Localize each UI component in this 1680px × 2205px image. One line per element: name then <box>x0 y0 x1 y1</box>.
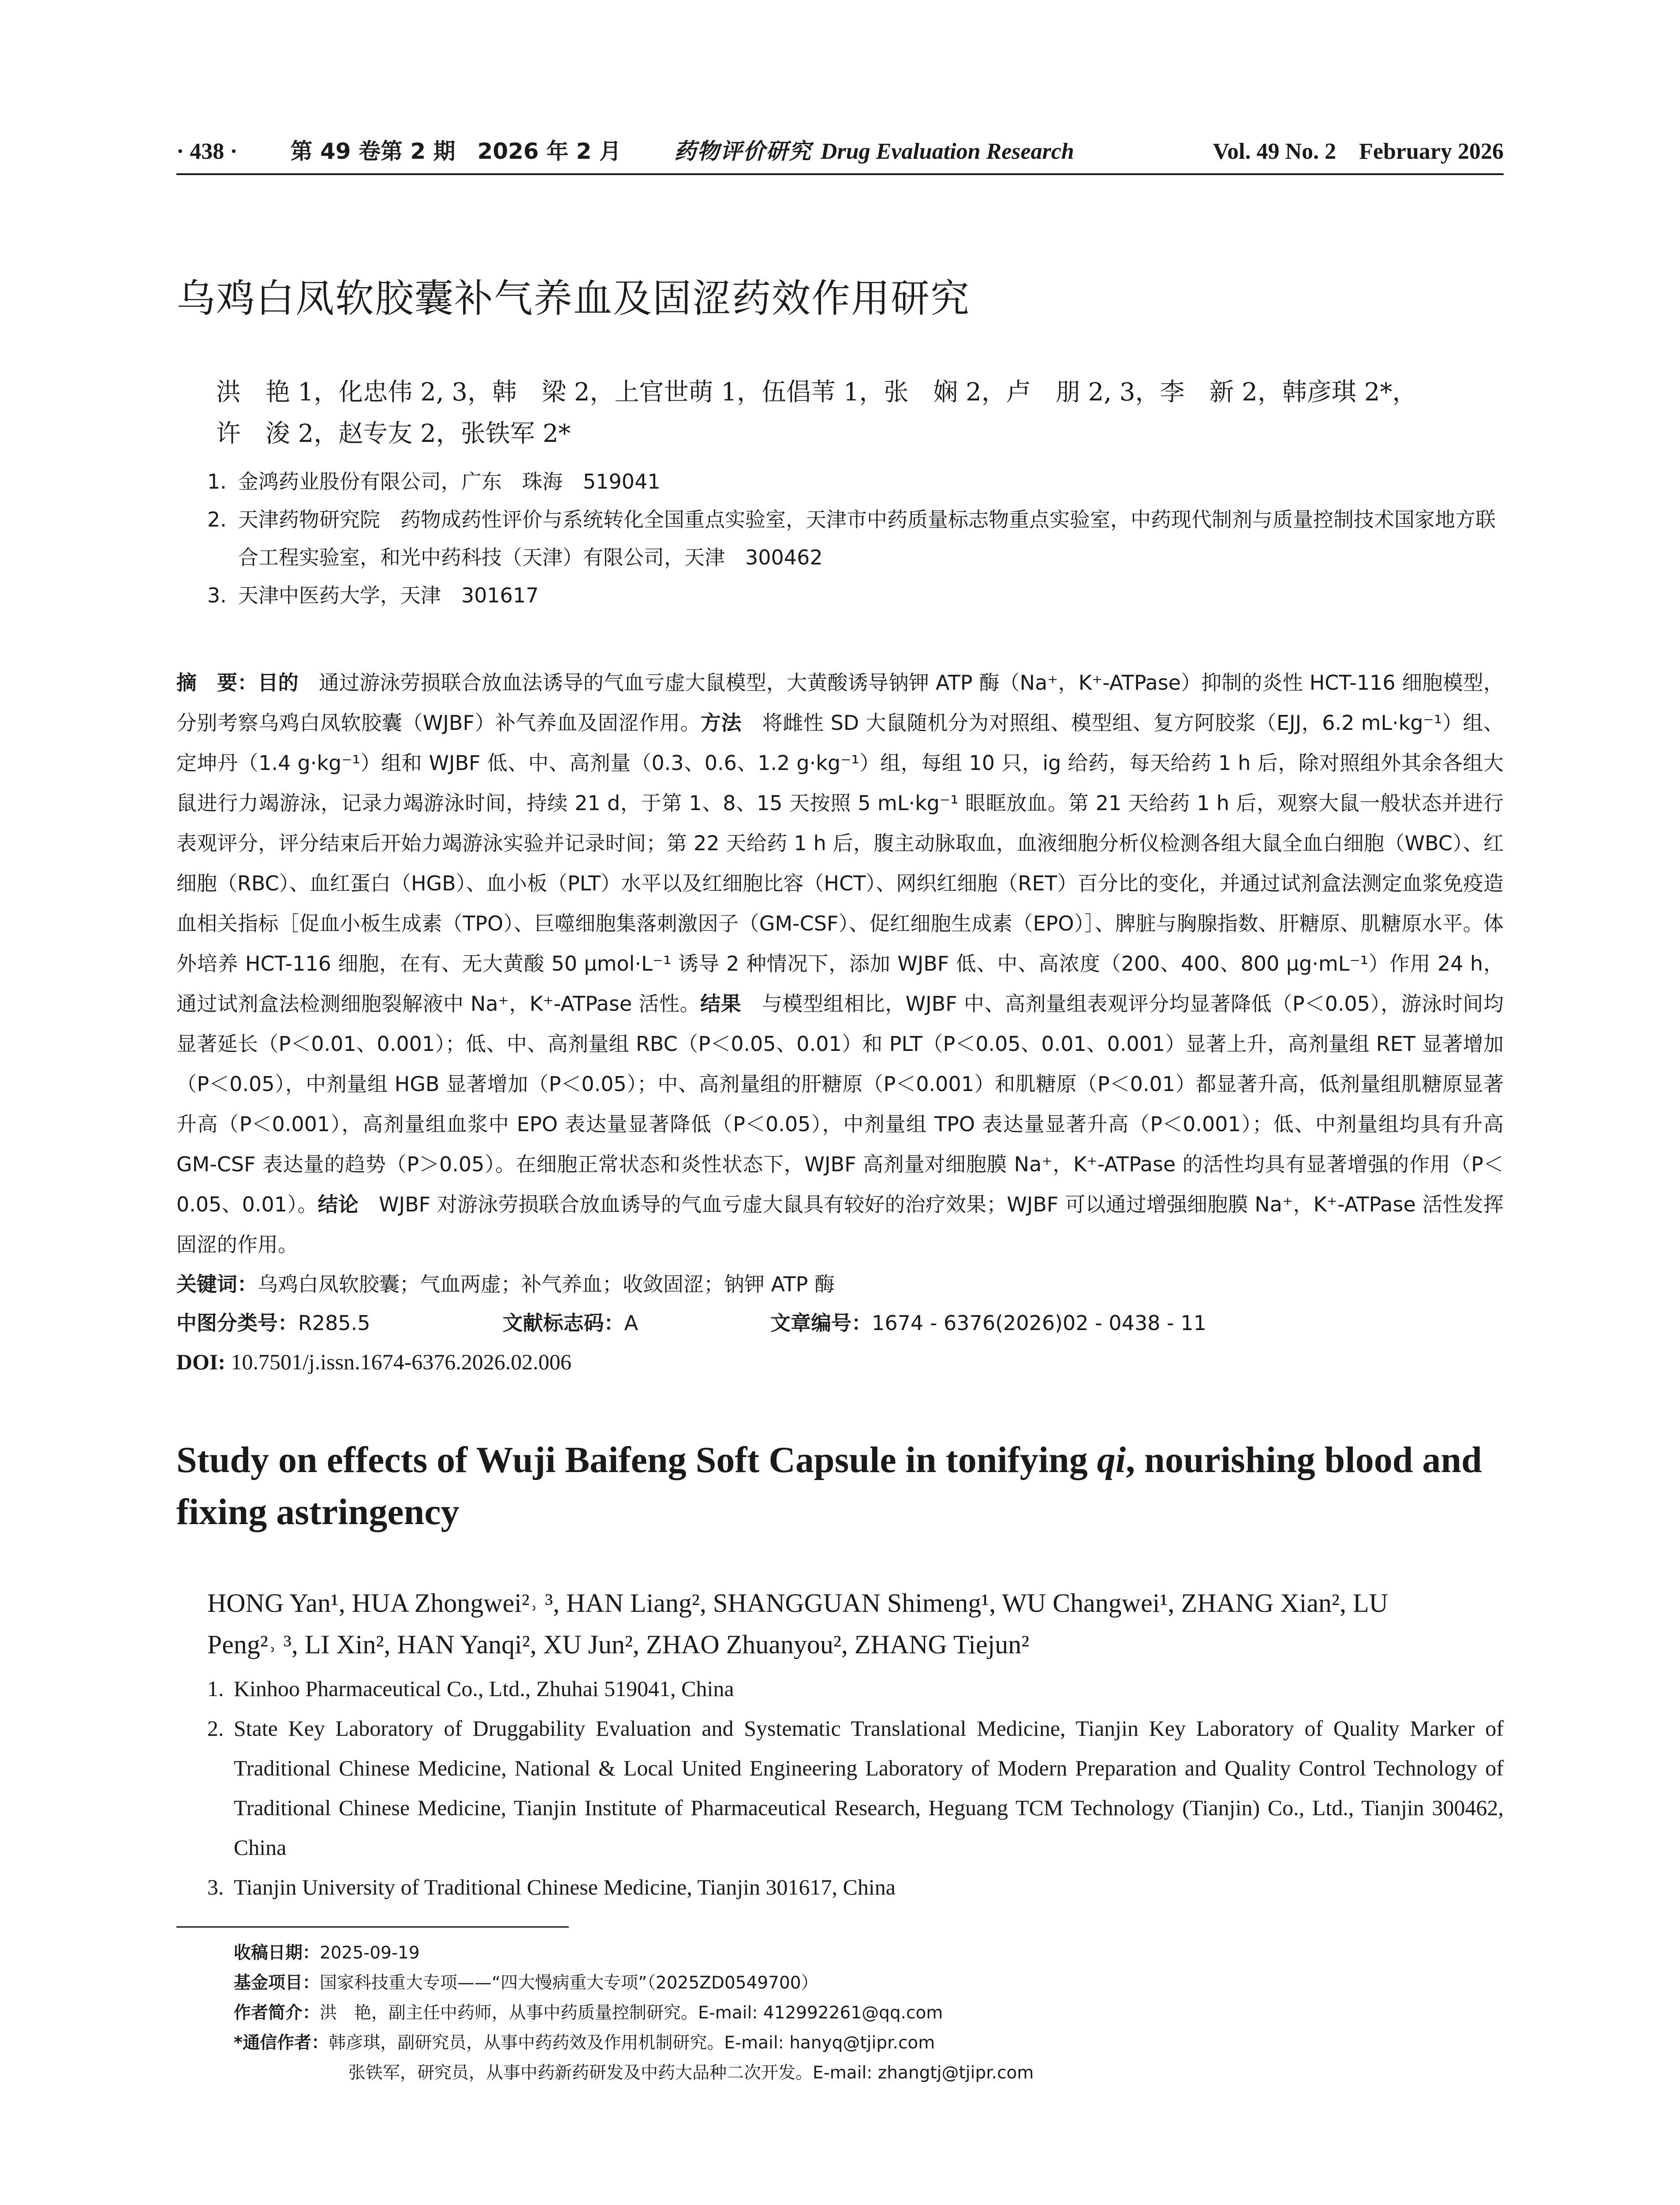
article-number-value: 1674 - 6376(2026)02 - 0438 - 11 <box>872 1311 1206 1335</box>
methods-text: 将雌性 SD 大鼠随机分为对照组、模型组、复方阿胶浆（EJJ，6.2 mL·kg⁻¹）组、定坤丹（1.4 g·kg⁻¹）组和 WJBF 低、中、高剂量（0.3、0.6、1.2 g·kg⁻¹）组，每组 10 只，ig 给药，每天给药 1 h 后，除对照组外其余各组大鼠进行力竭游泳，记录力竭游泳时间，持续 21 d，于第 1、8、15 天按照 5 mL·kg⁻¹ 眼眶放血。第 21 天给药 1 h 后，观察大鼠一般状态并进行表观评分，评分结束后开始力竭游泳实验并记录时间；第 22 天给药 1 h 后，腹主动脉取血，血液细胞分析仪检测各组大鼠全血白细胞（WBC）、红细胞（RBC）、血红蛋白（HGB）、血小板（PLT）水平以及红细胞比容（HCT）、网织红细胞（RET）百分比的变化，并通过试剂盒法测定血浆免疫造血相关指标［促血小板生成素（TPO）、巨噬细胞集落刺激因子（GM-CSF）、促红细胞生成素（EPO）］、脾脏与胸腺指数、肝糖原、肌糖原水平。体外培养 HCT-116 细胞，在有、无大黄酸 50 μmol·L⁻¹ 诱导 2 种情况下，添加 WJBF 低、中、高浓度（200、400、800 μg·mL⁻¹）作用 24 h，通过试剂盒法检测细胞裂解液中 Na⁺，K⁺-ATPase 活性。 <box>176 711 1504 1016</box>
keywords <box>176 1265 1504 1304</box>
affiliation-number: 1. <box>207 470 227 493</box>
issue-en: Vol. 49 No. 2 February 2026 <box>1213 139 1504 164</box>
clc-label: 中图分类号： <box>176 1311 298 1335</box>
received-label: 收稿日期： <box>234 1943 320 1963</box>
authors-cn <box>216 372 1504 455</box>
affiliation-en-item <box>207 1867 1504 1907</box>
corresponding-author <box>234 2028 1504 2058</box>
paper-page <box>176 132 1504 2088</box>
footnotes <box>234 1938 1504 2088</box>
author-bio <box>234 1998 1504 2028</box>
classification-row <box>176 1304 1504 1342</box>
bio-value: 洪 艳，副主任中药师，从事中药质量控制研究。E-mail: 412992261@qq.com <box>320 2003 943 2023</box>
keywords-label: 关键词： <box>176 1272 258 1296</box>
affiliation-text: Tianjin University of Traditional Chinese Medicine, Tianjin 301617, China <box>234 1875 896 1899</box>
fund <box>234 1968 1504 1998</box>
authors-en-line2: Peng²˒ ³, LI Xin², HAN Yanqi², XU Jun², ZHAO Zhuanyou², ZHANG Tiejun² <box>207 1630 1030 1659</box>
keywords-value: 乌鸡白凤软胶囊；气血两虚；补气养血；收敛固涩；钠钾 ATP 酶 <box>258 1272 835 1296</box>
doi-label: DOI: <box>176 1349 226 1374</box>
running-header <box>176 132 1504 175</box>
affiliation-number: 2. <box>207 508 227 531</box>
issue-cn: 第 49 卷第 2 期 2026 年 2 月 <box>290 138 621 164</box>
conclusion-label: 结论 <box>317 1192 358 1216</box>
doc-code <box>503 1304 704 1342</box>
affiliation-number: 3. <box>207 1875 224 1899</box>
affiliation-en-item <box>207 1708 1504 1867</box>
affiliation-cn-item <box>207 463 1504 501</box>
corresponding-author-2: 张铁军，研究员，从事中药新药研发及中药大品种二次开发。E-mail: zhangtj@tjipr.com <box>348 2063 1034 2083</box>
corr-label: *通信作者： <box>234 2033 329 2053</box>
doi-value: 10.7501/j.issn.1674-6376.2026.02.006 <box>225 1349 571 1374</box>
fund-label: 基金项目： <box>234 1973 320 1993</box>
journal-logo: 药物评价研究 <box>674 138 812 164</box>
bio-label: 作者简介： <box>234 2003 320 2023</box>
results-text: 与模型组相比，WJBF 中、高剂量组表观评分均显著降低（P＜0.05），游泳时间均显著延长（P＜0.01、0.001）；低、中、高剂量组 RBC（P＜0.05、0.01）和 PLT（P＜0.05、0.01、0.001）显著上升，高剂量组 RET 显著增加（P＜0.05），中剂量组 HGB 显著增加（P＜0.05）；中、高剂量组的肝糖原（P＜0.001）和肌糖原（P＜0.01）都显著升高，低剂量组肌糖原显著升高（P＜0.001），高剂量组血浆中 EPO 表达量显著降低（P＜0.05），中剂量组 TPO 表达量显著升高（P＜0.001）；低、中剂量组均具有升高 GM-CSF 表达量的趋势（P＞0.05）。在细胞正常状态和炎性状态下，WJBF 高剂量对细胞膜 Na⁺，K⁺-ATPase 的活性均具有显著增强的作用（P＜0.05、0.01）。 <box>176 992 1504 1216</box>
affiliation-text: Kinhoo Pharmaceutical Co., Ltd., Zhuhai 519041, China <box>234 1676 734 1701</box>
title-en-qi: qi <box>1097 1439 1126 1480</box>
doc-code-label: 文献标志码： <box>502 1311 624 1335</box>
conclusion-text: WJBF 对游泳劳损联合放血诱导的气血亏虚大鼠具有较好的治疗效果；WJBF 可以通过增强细胞膜 Na⁺，K⁺-ATPase 活性发挥固涩的作用。 <box>176 1192 1504 1256</box>
affiliation-number: 1. <box>207 1676 224 1701</box>
affiliation-en-item <box>207 1669 1504 1708</box>
page-number: · 438 · <box>176 139 238 164</box>
results-label: 结果 <box>700 992 742 1016</box>
title-cn: 乌鸡白凤软胶囊补气养血及固涩药效作用研究 <box>176 276 971 321</box>
title-en <box>176 1434 1504 1538</box>
affiliation-text: 天津中医药大学，天津 301617 <box>238 583 539 607</box>
clc <box>176 1304 437 1342</box>
received-value: 2025-09-19 <box>320 1943 420 1963</box>
authors-cn-line2: 许 浚 2，赵专友 2，张铁军 2* <box>216 419 571 448</box>
affiliation-number: 3. <box>207 583 227 607</box>
affiliations-cn <box>207 463 1504 614</box>
received-date <box>234 1938 1504 1968</box>
abstract-cn <box>176 663 1504 1265</box>
methods-label: 方法 <box>700 711 742 735</box>
authors-en-line1: HONG Yan¹, HUA Zhongwei²˒ ³, HAN Liang², SHANGGUAN Shimeng¹, WU Changwei¹, ZHANG Xian², LU <box>207 1588 1388 1618</box>
journal-name-en: Drug Evaluation Research <box>820 139 1074 164</box>
fund-value: 国家科技重大专项——“四大慢病重大专项”（2025ZD0549700） <box>320 1973 818 1993</box>
clc-value: R285.5 <box>298 1311 370 1335</box>
objective-text: 通过游泳劳损联合放血法诱导的气血亏虚大鼠模型，大黄酸诱导钠钾 ATP 酶（Na⁺，K⁺-ATPase）抑制的炎性 HCT-116 细胞模型，分别考察乌鸡白凤软胶囊（WJBF）补气养血及固涩作用。 <box>176 671 1504 735</box>
affiliation-text: 金鸿药业股份有限公司，广东 珠海 519041 <box>238 470 661 493</box>
affiliations-en <box>207 1669 1504 1907</box>
doc-code-value: A <box>624 1311 638 1335</box>
article-number <box>770 1304 1273 1342</box>
title-en-part1: Study on effects of Wuji Baifeng Soft Capsule in tonifying <box>176 1439 1097 1480</box>
authors-en <box>207 1582 1504 1665</box>
doi <box>176 1342 1504 1381</box>
affiliation-cn-item <box>207 501 1504 576</box>
affiliation-text: 天津药物研究院 药物成药性评价与系统转化全国重点实验室，天津市中药质量标志物重点实验室，中药现代制剂与质量控制技术国家地方联合工程实验室，和光中药科技（天津）有限公司，天津 300462 <box>238 508 1496 569</box>
authors-cn-line1: 洪 艳 1，化忠伟 2, 3，韩 梁 2，上官世萌 1，伍倡苇 1，张 娴 2，卢 朋 2, 3，李 新 2，韩彦琪 2*， <box>216 378 1417 407</box>
affiliation-cn-item <box>207 576 1504 614</box>
abstract-label: 摘 要： <box>176 671 258 695</box>
affiliation-number: 2. <box>207 1716 224 1741</box>
affiliation-text: State Key Laboratory of Druggability Evaluation and Systematic Translational Medicine, Tianjin Key Laboratory of Quality Marker of Traditional Chinese Medicine, National & Local United Engineering Laboratory of Modern Preparation and Quality Control Technology of Traditional Chinese Medicine, Tianjin Institute of Pharmaceutical Research, Heguang TCM Technology (Tianjin) Co., Ltd., Tianjin 300462, China <box>234 1716 1504 1860</box>
title-en-part2: , nourishing blood and fixing astringency <box>176 1439 1482 1532</box>
footnote-divider <box>176 1926 569 1928</box>
corr-value-1: 韩彦琪，副研究员，从事中药药效及作用机制研究。E-mail: hanyq@tjipr.com <box>329 2033 935 2053</box>
objective-label: 目的 <box>258 671 299 695</box>
article-number-label: 文章编号： <box>770 1311 872 1335</box>
